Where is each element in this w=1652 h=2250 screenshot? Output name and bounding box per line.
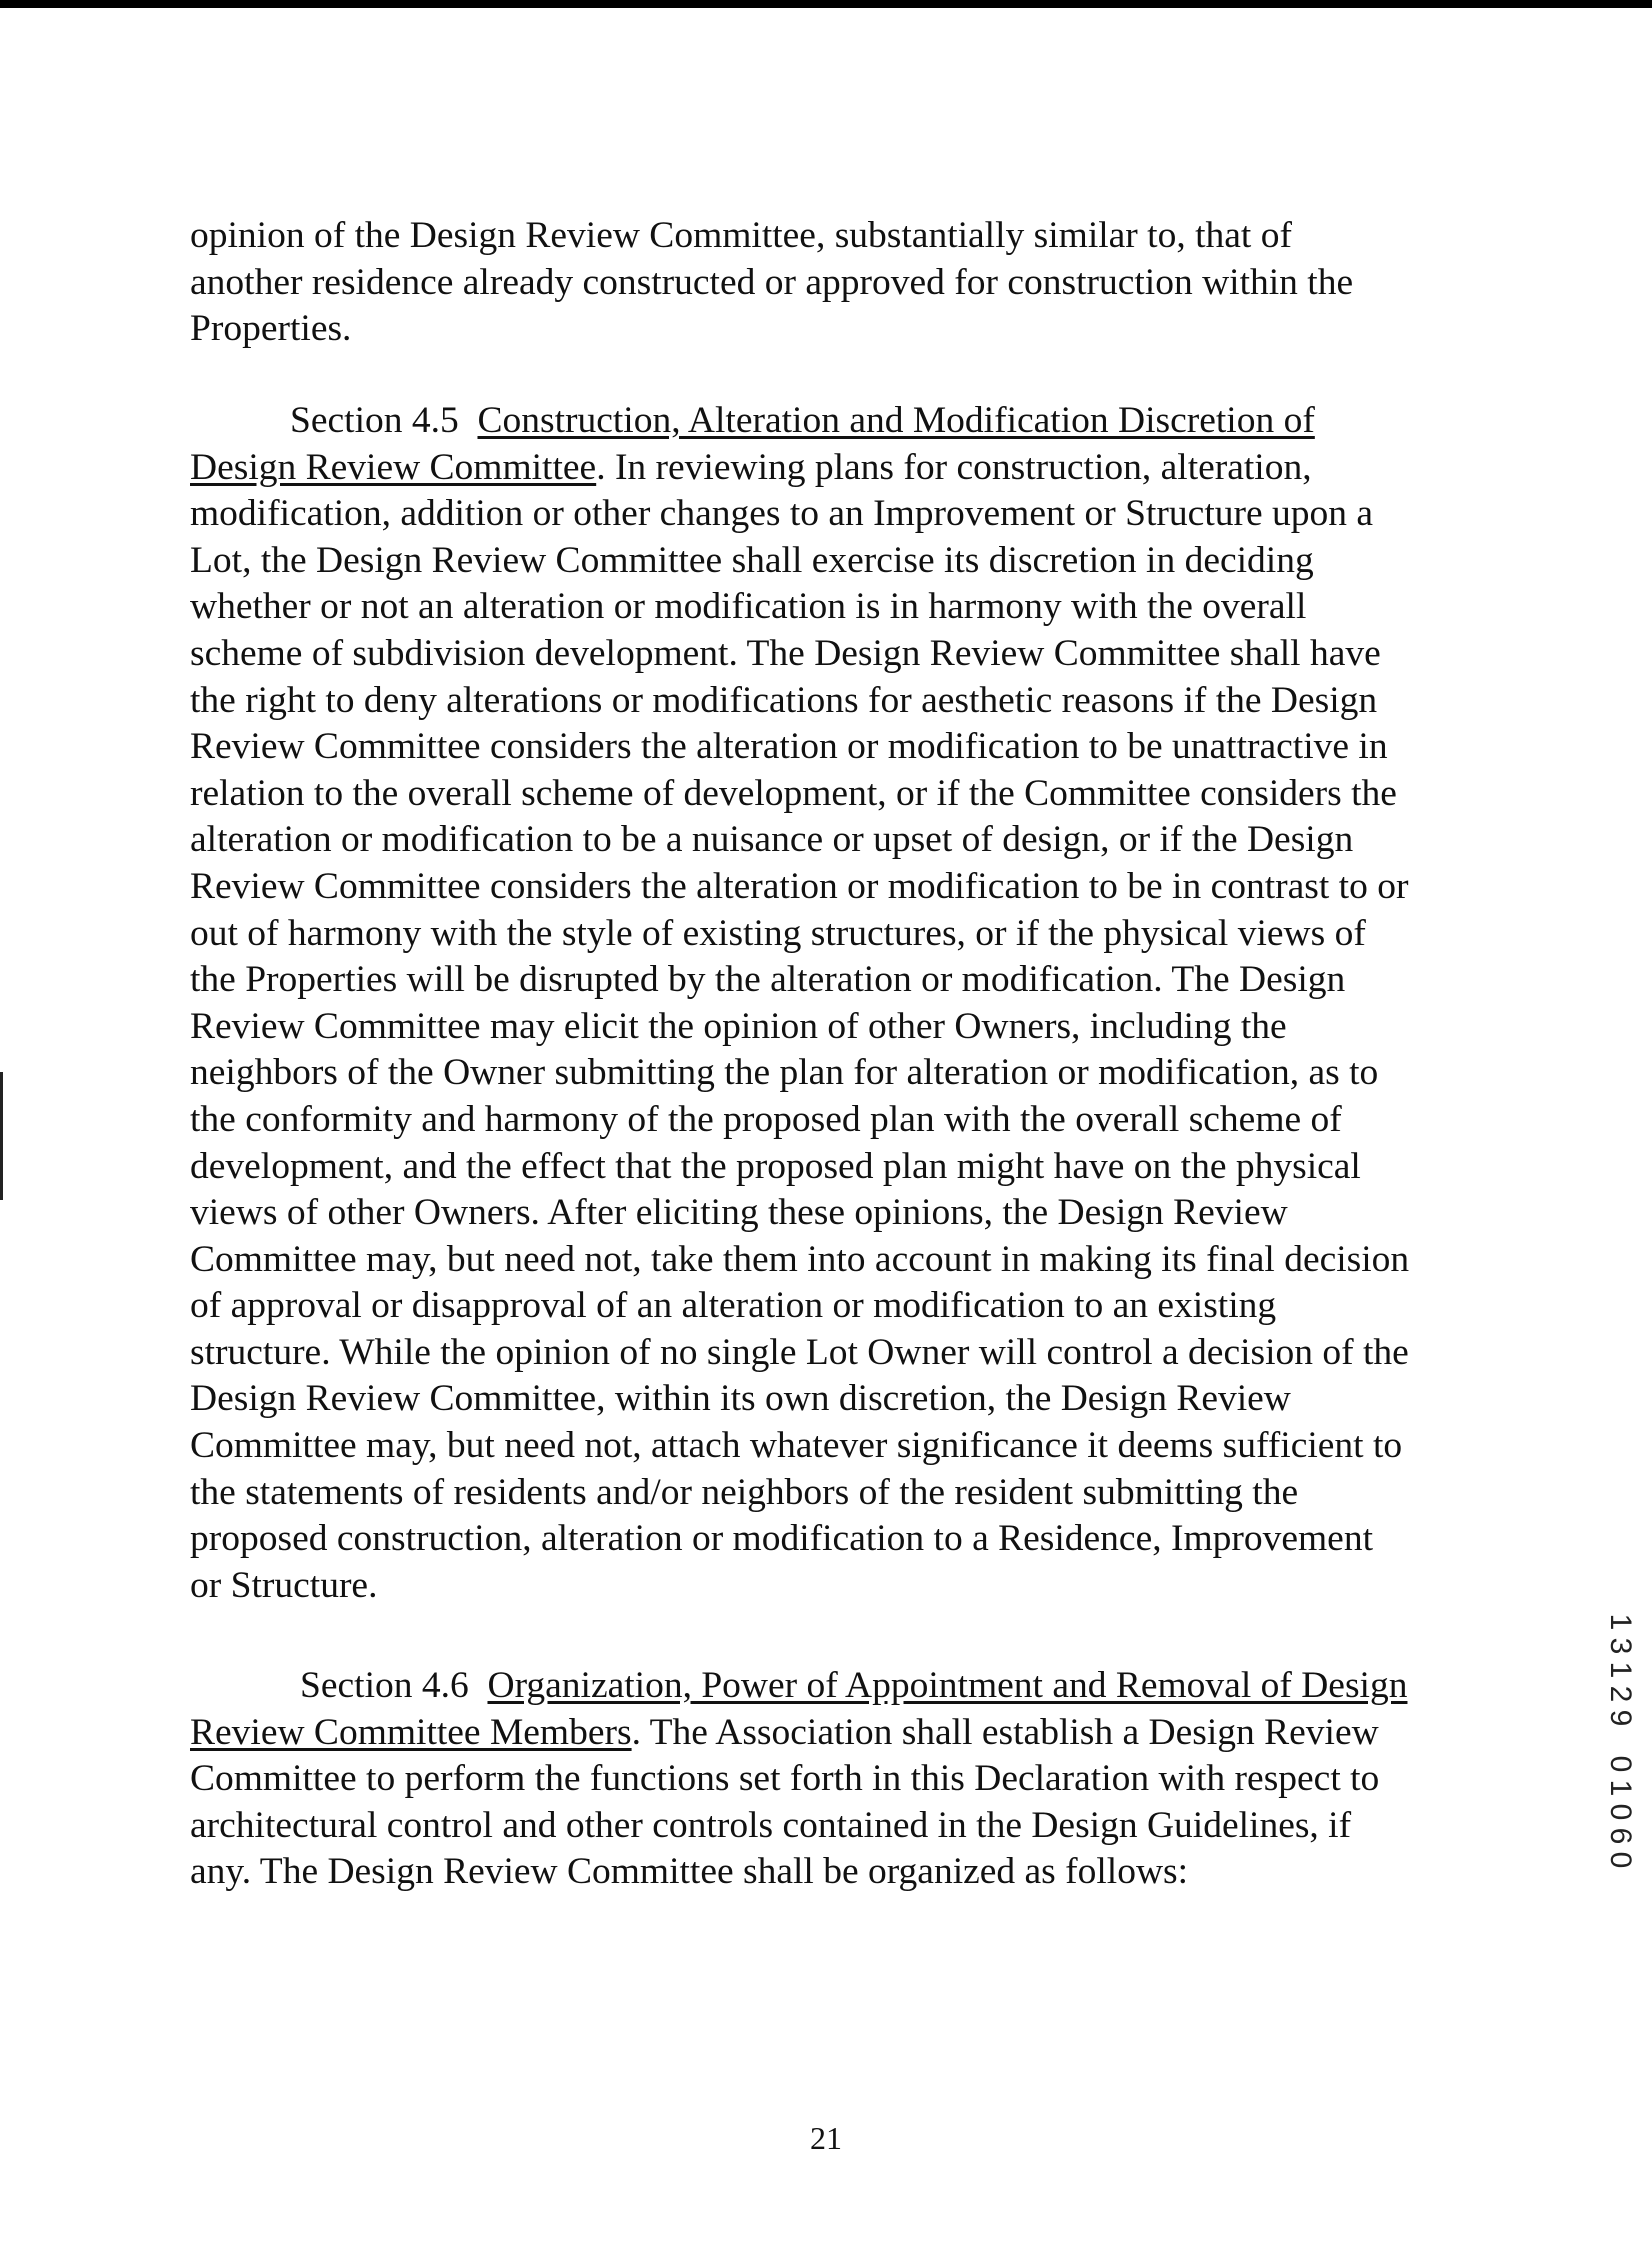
section-body: . The Association shall establish a Design Review Committee to perform the functions set forth in this Declaration with respect to architectural control and other controls contained in the Design Guidelines, if any. The Design Review Committee shall be organized as follows:	[190, 1711, 1380, 1893]
section-number: Section 4.5	[290, 400, 459, 441]
section-body: . In reviewing plans for construction, alteration, modification, addition or other changes to an Improvement or Structure upon a Lot, the Design Review Committee shall exercise its discretion in deciding whether or not an alteration or modification is in harmony with the overall scheme of subdivision development. The Design Review Committee shall have the right to deny alterations or modifications for aesthetic reasons if the Design Review Committee considers the alteration or modification to be unattractive in relation to the overall scheme of development, or if the Committee considers the alteration or modification to be a nuisance or upset of design, or if the Design Review Committee considers the alteration or modification to be in contrast to or out of harmony with the style of existing structures, or if the physical views of the Properties will be disrupted by the alteration or modification. The Design Review Committee may elicit the opinion of other Owners, including the neighbors of the Owner submitting the plan for alteration or modification, as to the conformity and harmony of the proposed plan with the overall scheme of development, and the effect that the proposed plan might have on the physical views of other Owners. After eliciting these opinions, the Design Review Committee may, but need not, take them into account in making its final decision of approval or disapproval of an alteration or modification to an existing structure. While the opinion of no single Lot Owner will control a decision of the Design Review Committee, within its own discretion, the Design Review Committee may, but need not, attach whatever significance it deems sufficient to the statements of residents and/or neighbors of the resident submitting the proposed construction, alteration or modification to a Residence, Improvement or Structure.	[190, 446, 1410, 1606]
stamp-char: 9	[1604, 1709, 1637, 1727]
section-heading: Construction, Alteration and Modification Discretion of Design Review Committee	[190, 400, 1315, 488]
stamp-char: 1	[1604, 1779, 1637, 1797]
section-heading: Organization, Power of Appointment and Removal of Design Review Committee Members	[190, 1665, 1408, 1753]
stamp-char: 2	[1604, 1685, 1637, 1703]
paragraph-section-4-5	[190, 398, 1410, 1609]
top-border	[0, 0, 1652, 8]
paragraph-section-4-6	[190, 1663, 1410, 1896]
stamp-char: 3	[1604, 1637, 1637, 1655]
stamp-char: 1	[1604, 1613, 1637, 1631]
stamp-char: 0	[1604, 1851, 1637, 1869]
stamp-char: 6	[1604, 1827, 1637, 1845]
side-stamp	[1600, 1610, 1640, 1872]
stamp-char: 0	[1604, 1755, 1637, 1773]
section-number: Section 4.6	[300, 1665, 469, 1706]
page-number: 21	[810, 2120, 842, 2156]
scan-margin-mark	[0, 1072, 3, 1200]
stamp-char: 1	[1604, 1661, 1637, 1679]
paragraph-continuation: opinion of the Design Review Committee, substantially similar to, that of another residence already constructed or approved for construction within the Properties.	[190, 215, 1354, 350]
stamp-char: 0	[1604, 1803, 1637, 1821]
